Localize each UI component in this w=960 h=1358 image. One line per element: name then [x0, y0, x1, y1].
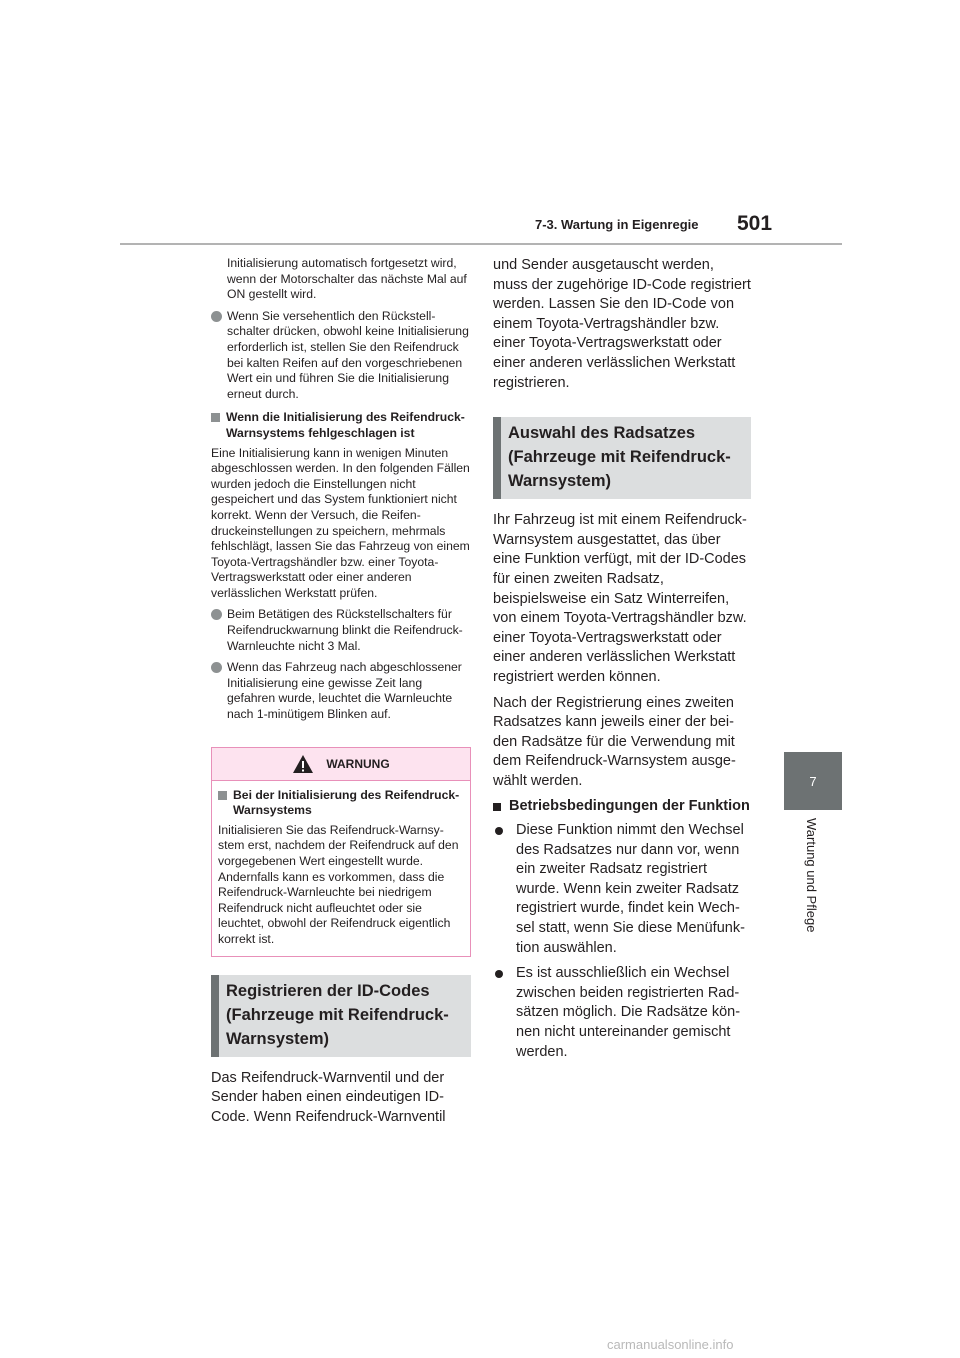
square-bullet-icon	[218, 791, 227, 800]
bullet-item	[211, 309, 471, 403]
continued-text: Initialisierung automatisch fortgesetzt wird, wenn der Motorschalter das nächste Mal auf ON gestellt wird.	[227, 256, 467, 302]
warning-header	[212, 748, 470, 781]
bullet-item	[211, 660, 471, 722]
section-heading: Registrieren der ID-Codes (Fahrzeuge mit Reifendruck-Warnsystem)	[211, 975, 471, 1057]
bullet-dot-icon	[211, 609, 222, 620]
chapter-tab: 7	[784, 752, 842, 810]
square-bullet-icon	[211, 413, 220, 422]
warning-triangle-icon	[292, 754, 314, 774]
paragraph: Das Reifendruck-Warnventil und der Sender haben einen eindeutigen ID-Code. Wenn Reifendruck-Warnventil	[211, 1069, 446, 1125]
left-column	[211, 256, 471, 1133]
bullet-text: Beim Betätigen des Rückstellschalters für Reifendruckwarnung blinkt die Reifendruck-Warnleuchte nicht 3 Mal.	[227, 607, 463, 653]
watermark-text: carmanualsonline.info	[607, 1337, 734, 1352]
paragraph: Nach der Registrierung eines zweiten Radsatzes kann jeweils einer der beiden Radsätze für die Verwendung mit dem Reifendruck-Warnsystem ausgewählt werden.	[493, 694, 736, 789]
section-title: 7-3. Wartung in Eigenregie	[535, 217, 699, 232]
bullet-text: Wenn das Fahrzeug nach abgeschlossener Initialisierung eine gewisse Zeit lang gefahren wurde, leuchtet die Warnleuchte nach 1-minütigem Blinken auf.	[227, 660, 462, 722]
subheading-text: Betriebsbedingungen der Funktion	[509, 798, 750, 815]
section-heading: Auswahl des Radsatzes (Fahrzeuge mit Reifendruck-Warnsystem)	[493, 417, 751, 499]
bullet-item	[493, 821, 751, 958]
bullet-dot-icon	[211, 662, 222, 673]
warning-label: WARNUNG	[326, 756, 390, 771]
chapter-label: Wartung und Pflege	[804, 818, 819, 933]
bullet-text: Diese Funktion nimmt den Wechsel des Radsatzes nur dann vor, wenn ein zweiter Radsatz registriert wurde. Wenn kein zweiter Radsatz registriert wurde, findet kein Wechsel statt, wenn Sie diese Menüfunktion auswählen.	[516, 822, 745, 956]
square-bullet-icon	[493, 803, 501, 811]
bullet-dot-icon	[495, 970, 503, 978]
warning-box	[211, 747, 471, 957]
bullet-item	[211, 607, 471, 654]
warning-text: Initialisieren Sie das Reifendruck-Warnsystem erst, nachdem der Reifendruck auf den vorgegebenen Wert eingestellt wurde. Andernfalls kann es vorkommen, dass die Reifendruck-Warnleuchte bei niedrigem Reifendruck nicht aufleuchtet oder sie leuchtet, obwohl der Reifendruck eigentlich korrekt ist.	[218, 822, 459, 946]
subheading-text: Wenn die Initialisierung des Reifendruck-Warnsystems fehlgeschlagen ist	[226, 410, 465, 440]
warning-subheading	[218, 788, 464, 819]
bullet-item	[493, 964, 751, 1062]
header-divider	[120, 243, 842, 245]
bullet-text: Es ist ausschließlich ein Wechsel zwischen beiden registrierten Radsätzen möglich. Die Radsätze können nicht untereinander gemischt werden.	[516, 965, 741, 1060]
bullet-dot-icon	[495, 827, 503, 835]
bullet-text: Wenn Sie versehentlich den Rückstellschalter drücken, obwohl keine Initialisierung erforderlich ist, stellen Sie den Reifendruck bei kalten Reifen auf den vorgeschriebenen Wert ein und führen Sie die Initialisierung erneut durch.	[227, 308, 469, 401]
bullet-dot-icon	[211, 311, 222, 322]
right-column	[493, 256, 751, 1068]
warning-title: Bei der Initialisierung des Reifendruck-Warnsystems	[233, 787, 460, 818]
subheading	[211, 410, 471, 441]
subheading	[493, 797, 751, 817]
continued-text: und Sender ausgetauscht werden, muss der zugehörige ID-Code registriert werden. Lassen Sie den ID-Code von einem Toyota-Vertragshändler bzw. einer Toyota-Vertragswerkstatt oder einer anderen verlässlichen Werkstatt registrieren.	[493, 257, 751, 391]
page-number: 501	[737, 212, 773, 235]
paragraph: Eine Initialisierung kann in wenigen Minuten abgeschlossen werden. In den folgenden Fällen wurden jedoch die Einstellungen nicht gespeichert und das System funktioniert nicht korrekt. Wenn der Versuch, die Reifendruckeinstellungen zu speichern, mehrmals fehlschlägt, lassen Sie das Fahrzeug von einem Toyota-Vertragshändler bzw. einer Toyota-Vertragswerkstatt oder einer anderen verlässlichen Werkstatt prüfen.	[211, 445, 470, 600]
warning-body	[212, 781, 470, 956]
paragraph: Ihr Fahrzeug ist mit einem Reifendruck-Warnsystem ausgestattet, das über eine Funktion verfügt, mit der ID-Codes für einen zweiten Radsatz, beispielsweise ein Satz Winterreifen, von einem Toyota-Vertragshändler bzw. einer Toyota-Vertragswerkstatt oder einer anderen verlässlichen Werkstatt registriert werden können.	[493, 512, 747, 685]
